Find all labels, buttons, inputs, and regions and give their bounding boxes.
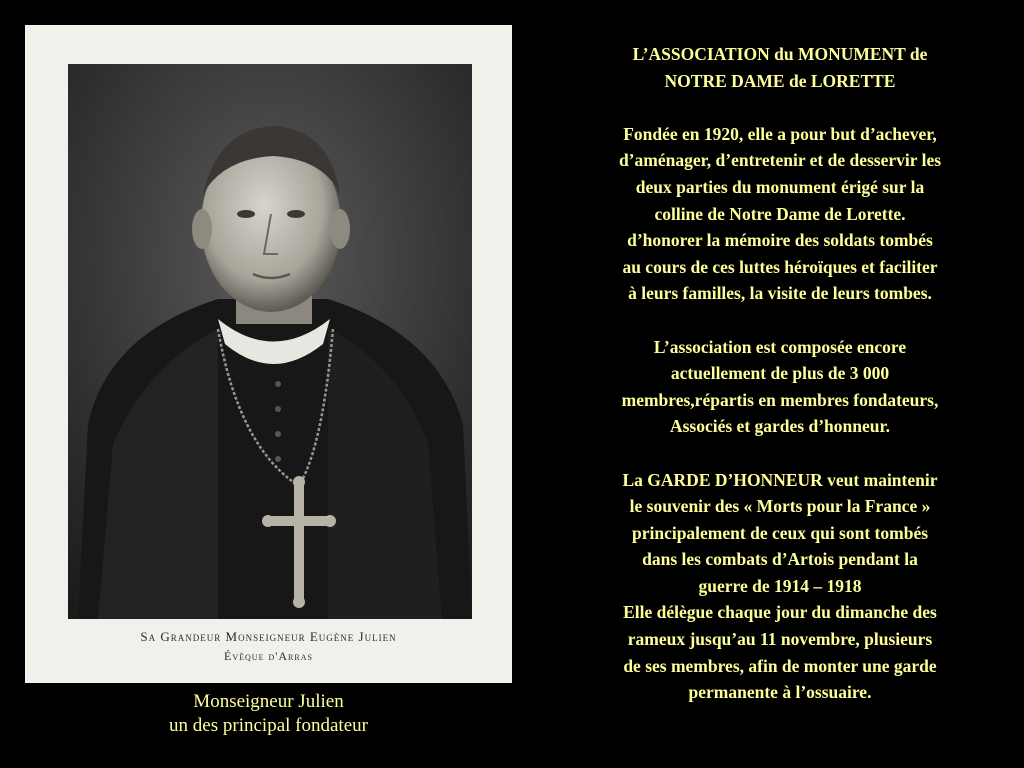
paragraph-line: Elle délègue chaque jour du dimanche des [623,602,937,623]
paragraph-line: guerre de 1914 – 1918 [698,575,862,596]
bishop-portrait-illustration [68,64,472,619]
paragraph-line: au cours de ces luttes héroïques et faciliter [622,256,938,277]
paragraph-line: membres,répartis en membres fondateurs, [621,389,939,410]
paragraph-line: dans les combats d’Artois pendant la [642,549,918,570]
portrait-photo-frame [25,25,512,683]
portrait-caption-line: un des principal fondateur [169,715,368,736]
portrait-photo [68,64,472,619]
paragraph-line: actuellement de plus de 3 000 [670,363,890,384]
association-text [560,41,1000,706]
paragraph-line: Fondée en 1920, elle a pour but d’achever, [623,123,937,144]
paragraph-line: principalement de ceux qui sont tombés [631,522,929,543]
paragraph-line: La GARDE D’HONNEUR veut maintenir [622,469,938,490]
photo-caption-title: Sa Grandeur Monseigneur Eugène Julien [140,629,397,644]
paragraph-line: colline de Notre Dame de Lorette. [654,203,906,224]
paragraph-line: Associés et gardes d’honneur. [669,416,891,437]
title-line: L’ASSOCIATION du MONUMENT de [632,44,928,64]
paragraph-line: permanente à l’ossuaire. [688,682,872,703]
paragraph-line: d’aménager, d’entretenir et de desservir les [618,150,942,171]
portrait-caption-line: Monseigneur Julien [193,691,344,712]
portrait-caption [25,690,512,738]
title-line: NOTRE DAME de LORETTE [664,70,896,91]
photo-caption-subtitle: Évêque d'Arras [224,649,313,663]
paragraph-line: rameux jusqu’au 11 novembre, plusieurs [627,629,933,650]
paragraph-line: le souvenir des « Morts pour la France » [629,496,931,517]
paragraph-line: de ses membres, afin de monter une garde [623,655,937,676]
paragraph-line: à leurs familles, la visite de leurs tombes. [628,283,932,304]
paragraph-line: deux parties du monument érigé sur la [635,176,925,197]
paragraph-line: d’honorer la mémoire des soldats tombés [627,230,933,251]
paragraph-line: L’association est composée encore [653,336,907,357]
